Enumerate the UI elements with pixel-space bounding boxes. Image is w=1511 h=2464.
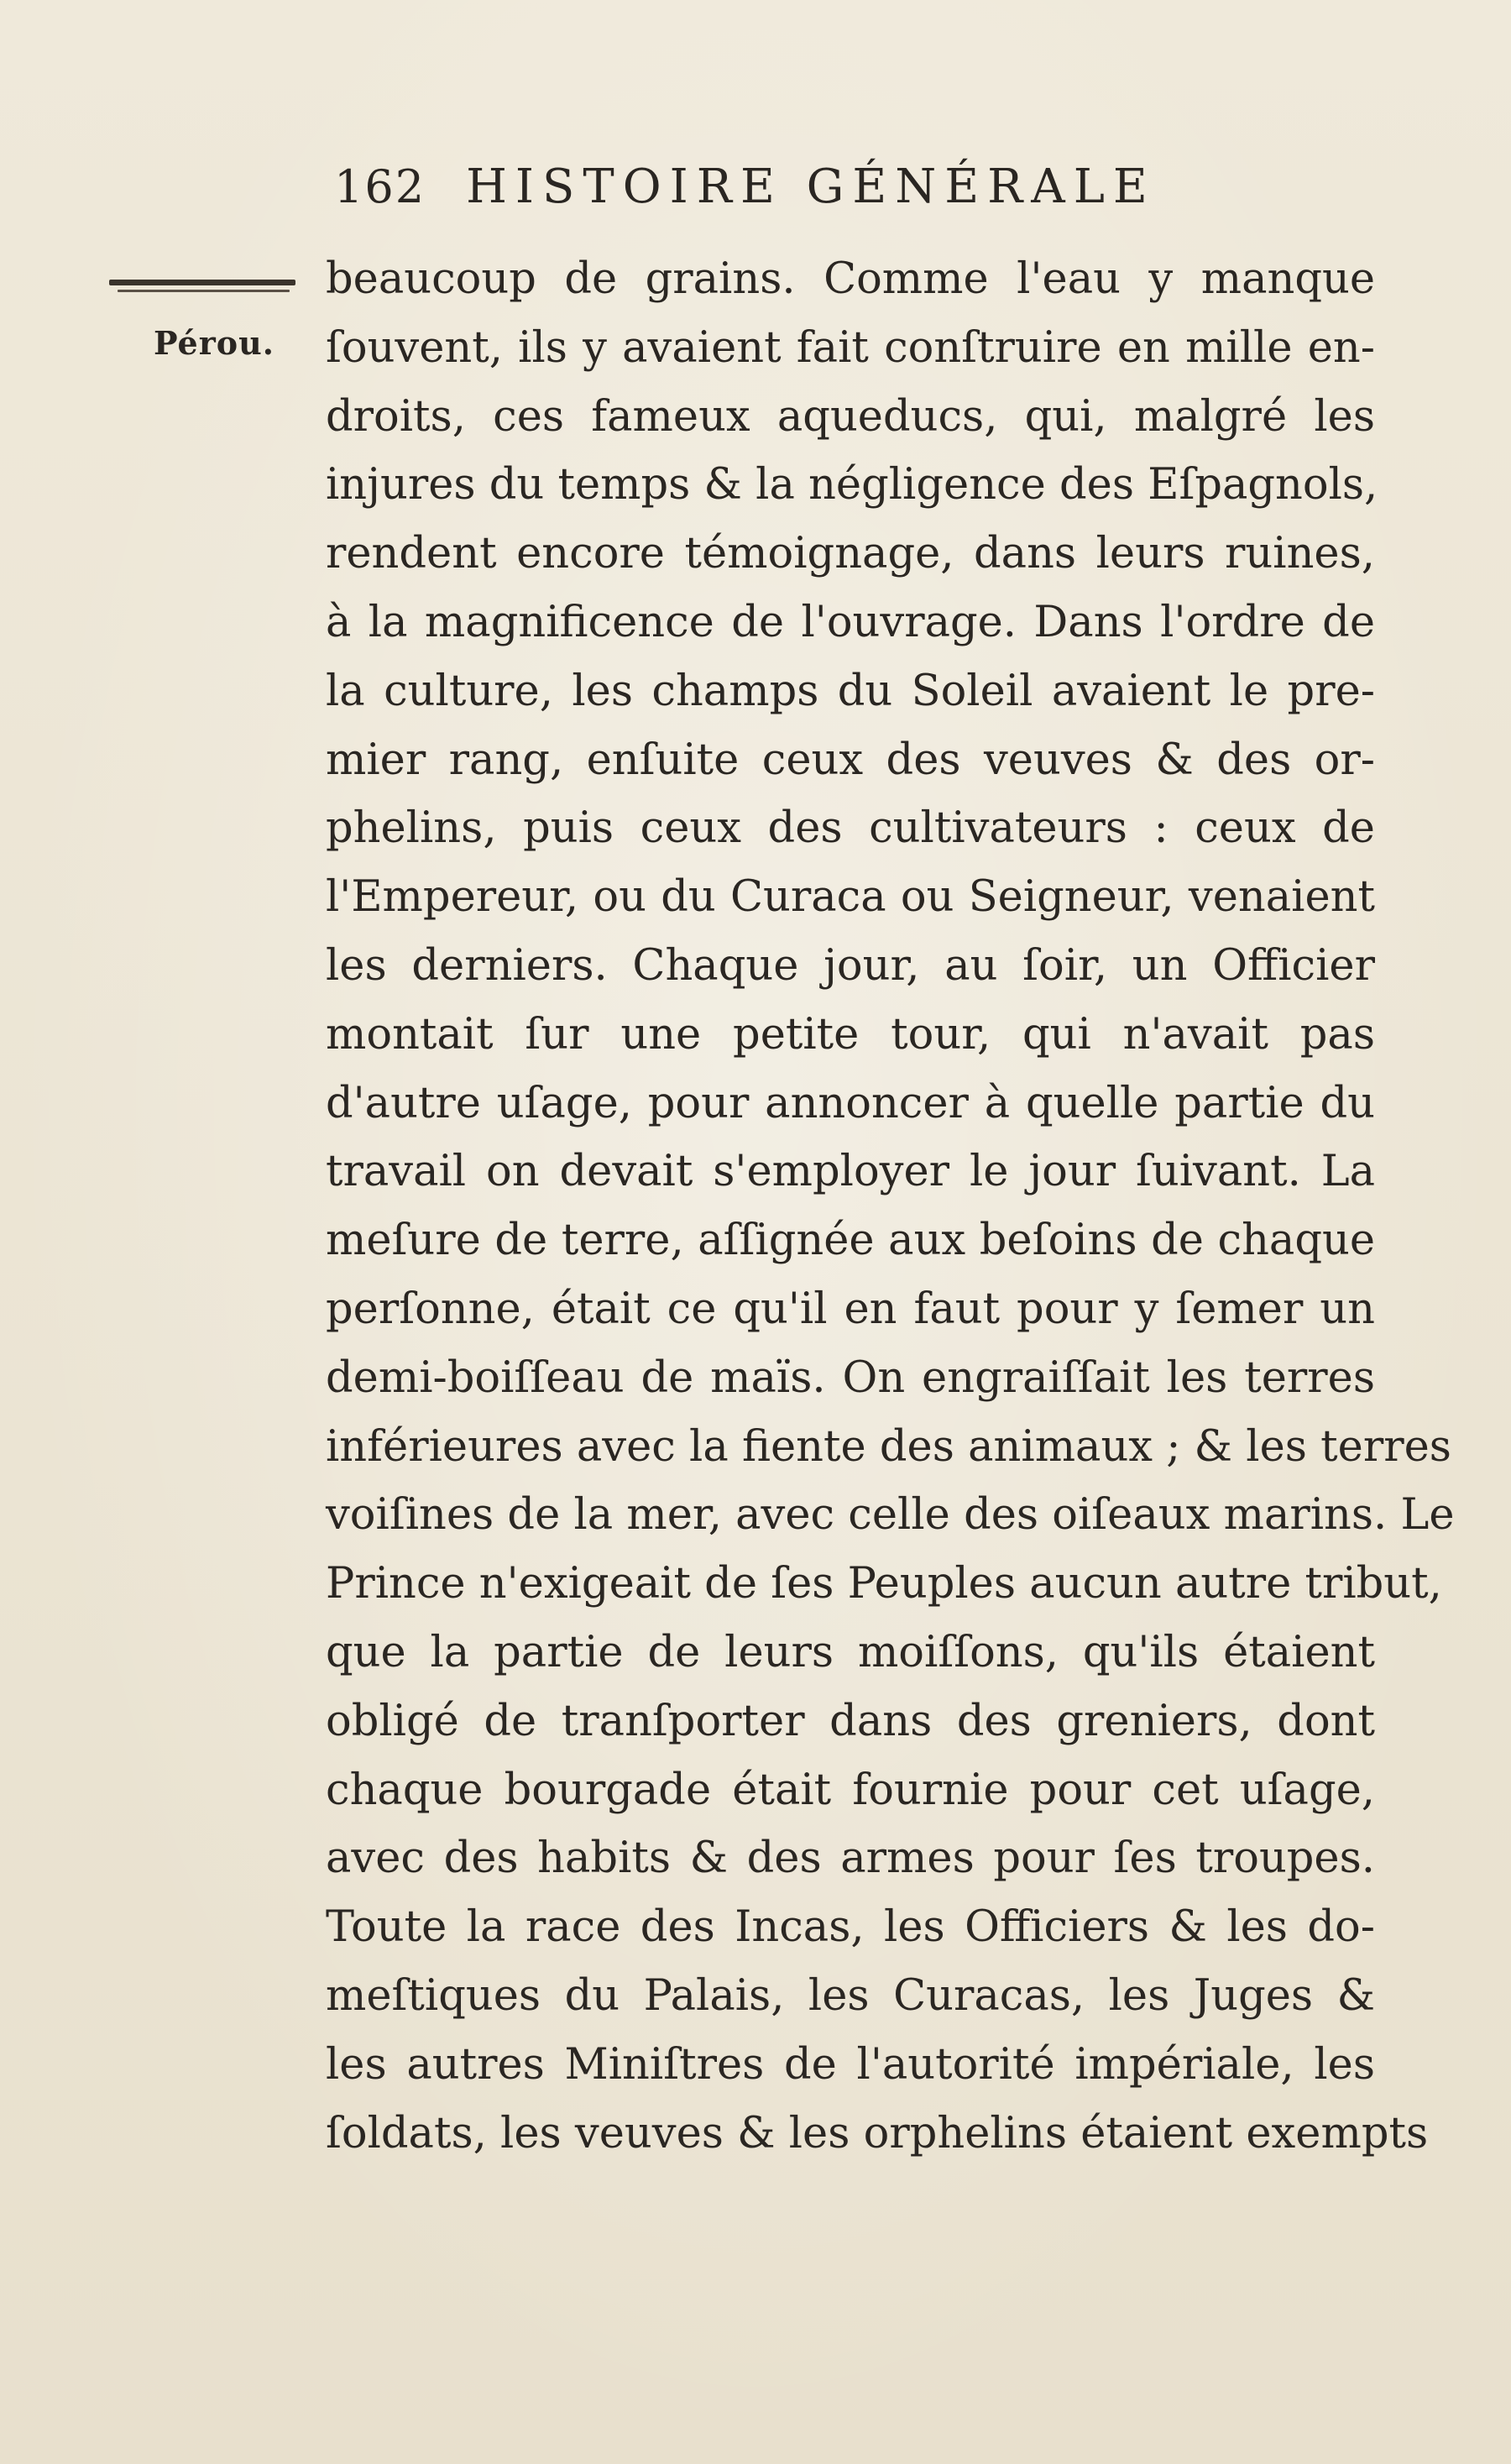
text-line: travail on devait s'employer le jour ſuivant. La [326, 1147, 1375, 1197]
text-line: montait ſur une petite tour, qui n'avait pas [326, 1009, 1375, 1059]
margin-note: Pérou. [154, 324, 274, 362]
text-line: Prince n'exigeait de ſes Peuples aucun autre tribut, [326, 1559, 1442, 1609]
text-line: perſonne, était ce qu'il en faut pour y ſemer un [326, 1284, 1375, 1334]
margin-rule-secondary [118, 290, 290, 292]
text-line: les derniers. Chaque jour, au ſoir, un Officier [326, 940, 1375, 991]
text-line: injures du temps & la négligence des Eſpagnols, [326, 460, 1378, 510]
page-header [334, 160, 1383, 235]
text-line: droits, ces fameux aqueducs, qui, malgré les [326, 391, 1375, 442]
text-line: chaque bourgade était fournie pour cet uſage, [326, 1765, 1375, 1815]
text-line: inférieures avec la fiente des animaux ; & les terres [326, 1421, 1451, 1472]
text-line: ſoldats, les veuves & les orphelins étaient exempts [326, 2108, 1429, 2158]
text-line: demi-boiſſeau de maïs. On engraiſſait les terres [326, 1352, 1375, 1403]
text-line: obligé de tranſporter dans des greniers, dont [326, 1696, 1375, 1746]
text-line: meſure de terre, aſſignée aux beſoins de chaque [326, 1216, 1375, 1266]
text-line: beaucoup de grains. Comme l'eau y manque [326, 254, 1375, 304]
text-line: ſouvent, ils y avaient fait conſtruire en mille en- [326, 322, 1375, 373]
text-line: la culture, les champs du Soleil avaient le pre- [326, 666, 1375, 716]
text-line: avec des habits & des armes pour ſes troupes. [326, 1834, 1375, 1884]
text-line: d'autre uſage, pour annoncer à quelle partie du [326, 1078, 1375, 1128]
text-line: mier rang, enſuite ceux des veuves & des or- [326, 735, 1375, 785]
text-line: l'Empereur, ou du Curaca ou Seigneur, venaient [326, 872, 1375, 923]
page-number: 162 [334, 160, 426, 213]
text-line: à la magnificence de l'ouvrage. Dans l'ordre de [326, 597, 1375, 647]
text-line: rendent encore témoignage, dans leurs ruines, [326, 529, 1375, 579]
text-line: Toute la race des Incas, les Officiers & les do- [326, 1902, 1375, 1953]
text-line: que la partie de leurs moiſſons, qu'ils étaient [326, 1627, 1375, 1677]
text-line: phelins, puis ceux des cultivateurs : ceux de [326, 803, 1375, 854]
body-text [326, 245, 1455, 2168]
text-line: les autres Miniſtres de l'autorité impériale, les [326, 2039, 1375, 2090]
text-line: voiſines de la mer, avec celle des oiſeaux marins. Le [326, 1490, 1455, 1541]
margin-rule [109, 280, 295, 285]
text-line: meſtiques du Palais, les Curacas, les Juges & [326, 1970, 1375, 2021]
running-title: HISTOIRE GÉNÉRALE [466, 160, 1156, 214]
